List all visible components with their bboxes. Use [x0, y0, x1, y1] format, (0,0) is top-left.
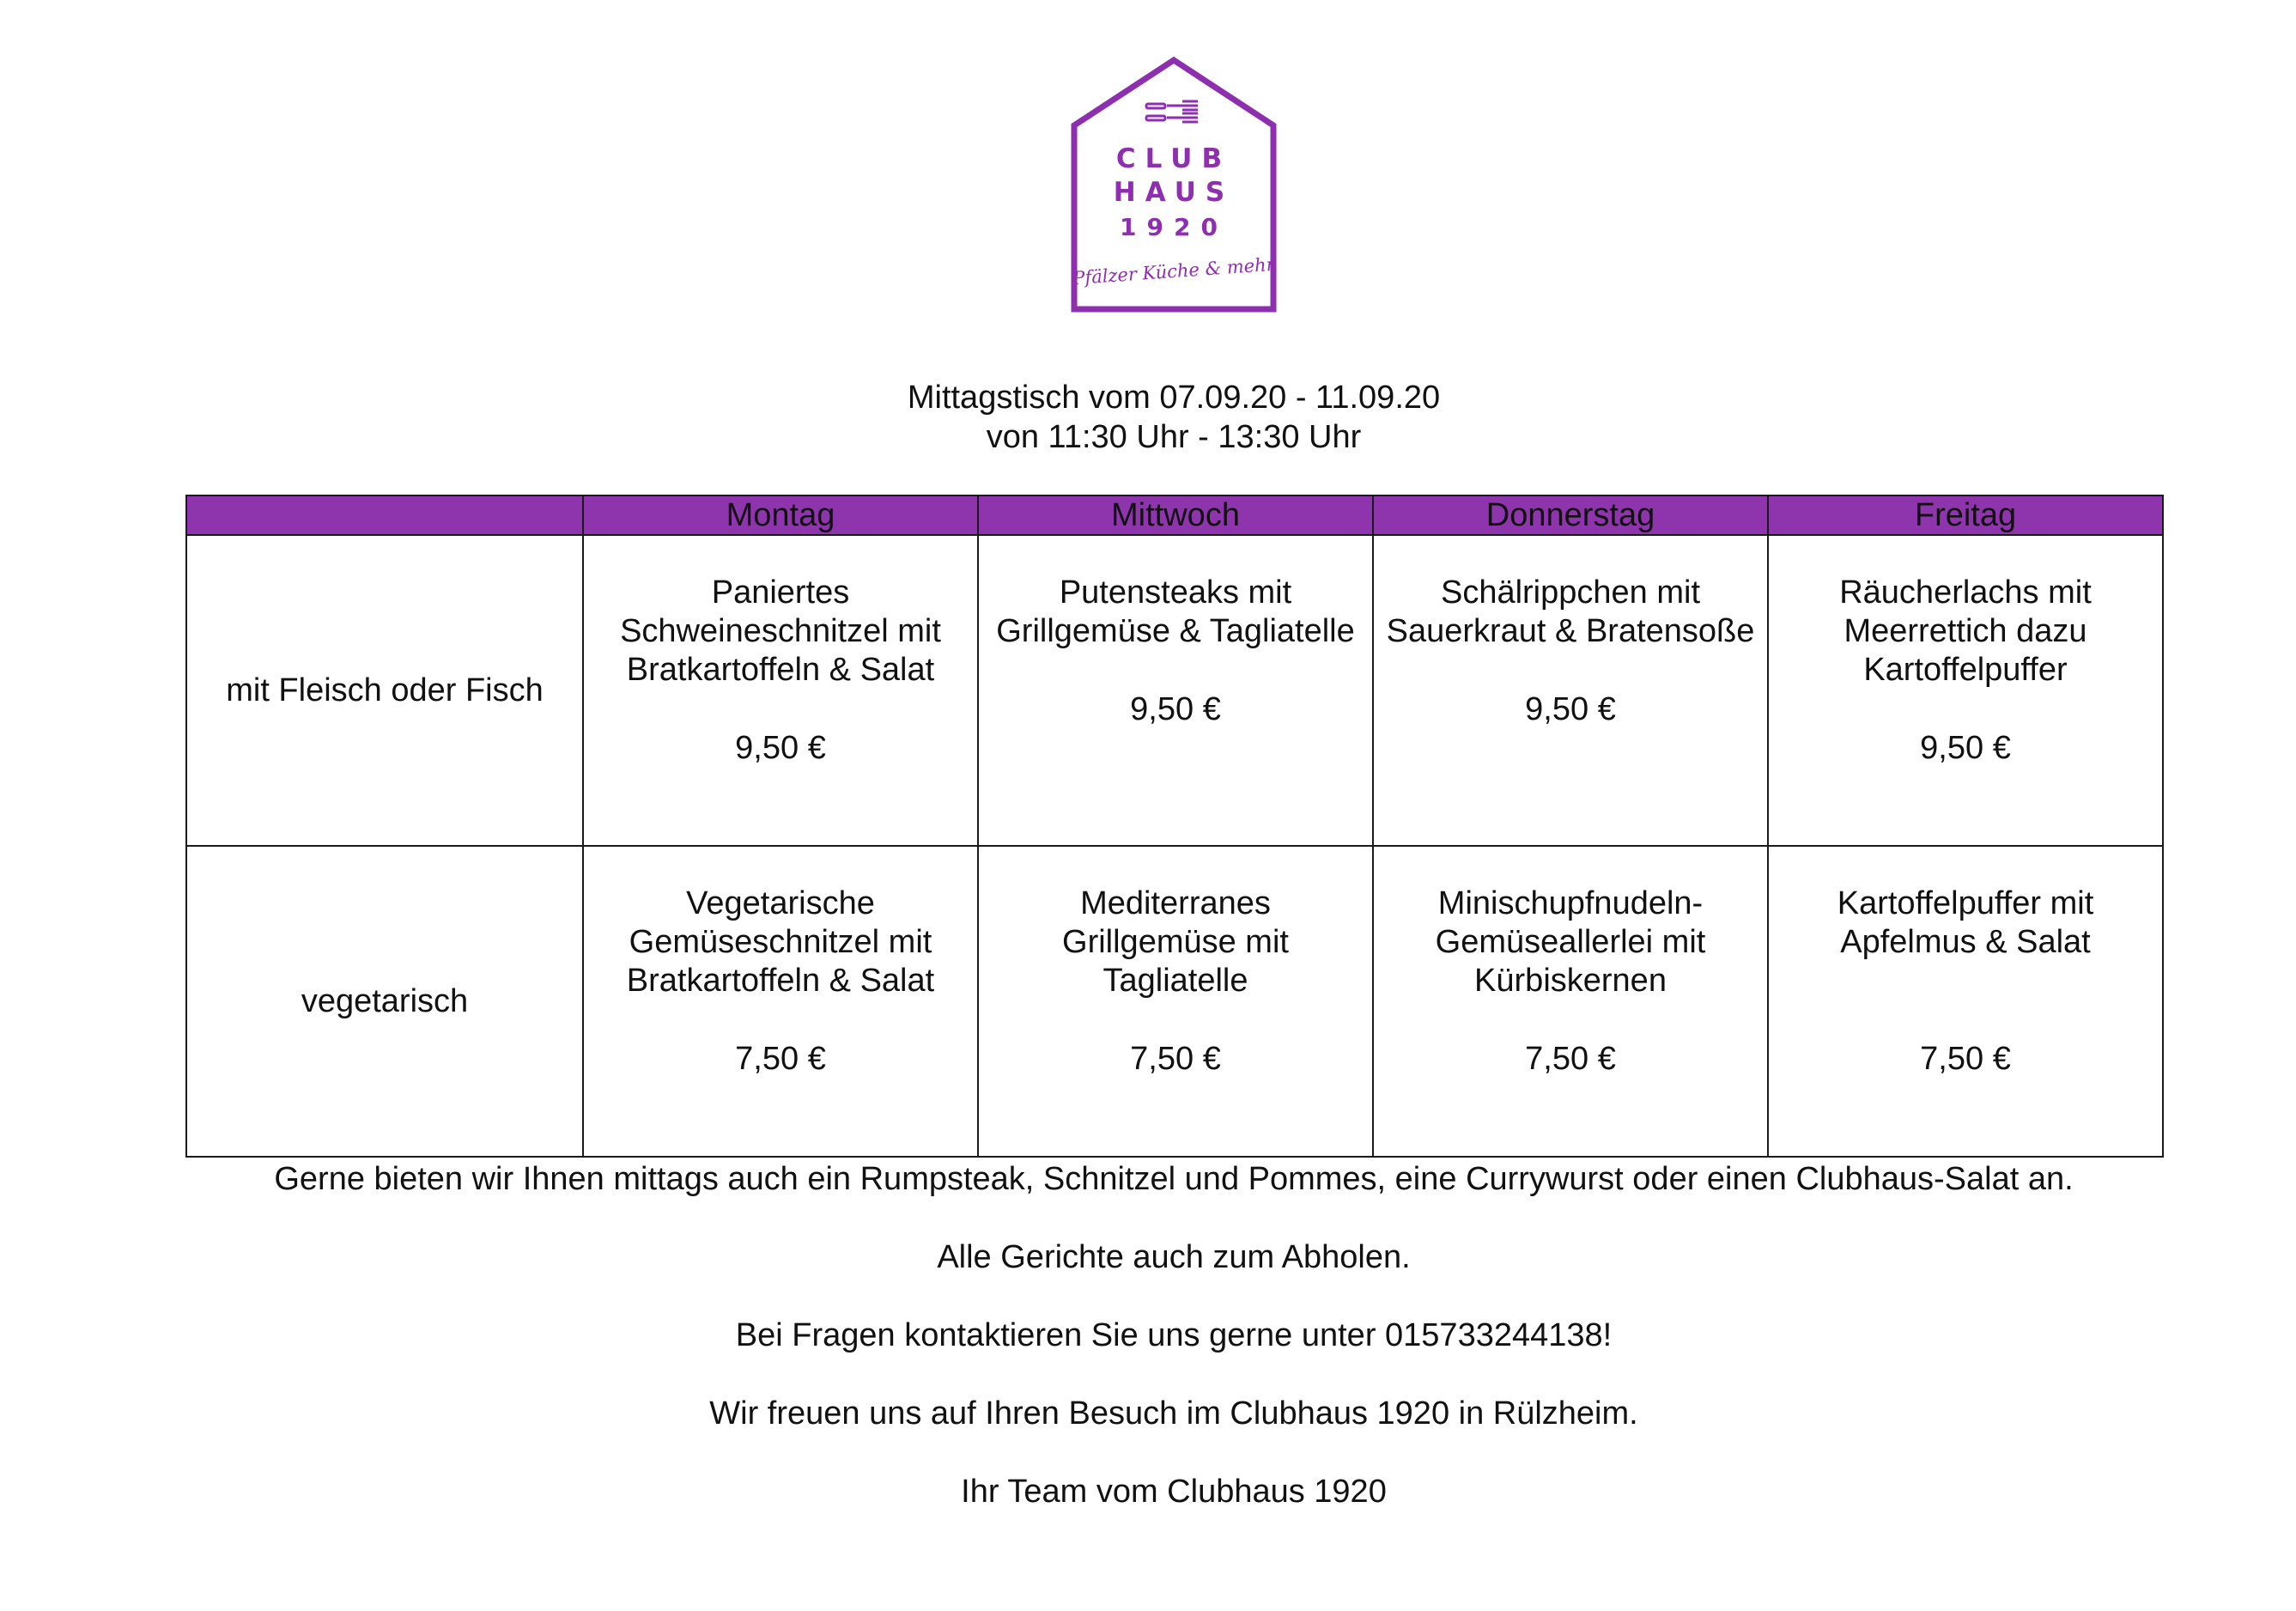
logo-text-club: CLUB: [1115, 143, 1232, 174]
cutlery-icon: [1146, 101, 1198, 122]
logo-tagline: Pfälzer Küche & mehr: [1072, 253, 1276, 289]
lunch-menu-table: [185, 495, 2164, 1158]
header-day: Donnerstag: [1373, 495, 1768, 535]
footer-welcome-text: Wir freuen uns auf Ihren Besuch im Clubhaus 1920 in Rülzheim.: [709, 1395, 1638, 1432]
table-header-row: [186, 495, 2163, 535]
menu-heading: [0, 378, 2296, 457]
header-day: Freitag: [1768, 495, 2163, 535]
dish-price: 7,50 €: [735, 1041, 826, 1077]
footer-takeaway-text: Alle Gerichte auch zum Abholen.: [937, 1239, 1411, 1275]
dish-cell: [583, 535, 978, 846]
dish-cell: [1768, 846, 2163, 1157]
dish-cell: [583, 846, 978, 1157]
dish-name: Putensteaks mit Grillgemüse & Tagliatelle: [996, 574, 1355, 649]
dish-cell: [978, 846, 1373, 1157]
footer-signature: Ihr Team vom Clubhaus 1920: [961, 1474, 1387, 1510]
footer-offer-text: Gerne bieten wir Ihnen mittags auch ein Rumpsteak, Schnitzel und Pommes, eine Currywurst oder einen Clubhaus-Salat an.: [274, 1161, 2074, 1197]
table-row: [186, 535, 2163, 846]
dish-name: Minischupfnudeln-Gemüseallerlei mit Kürbiskernen: [1435, 885, 1706, 999]
menu-date-range: Mittagstisch vom 07.09.20 - 11.09.20: [907, 380, 1441, 416]
menu-footer: [0, 1159, 2296, 1550]
dish-cell: [1373, 846, 1768, 1157]
dish-name: Mediterranes Grillgemüse mit Tagliatelle: [1062, 885, 1289, 999]
dish-name: Kartoffelpuffer mit Apfelmus & Salat: [1837, 885, 2094, 960]
dish-name: Schälrippchen mit Sauerkraut & Bratensoße: [1386, 574, 1755, 649]
dish-name: Paniertes Schweineschnitzel mit Bratkartoffeln & Salat: [620, 574, 941, 688]
clubhaus-logo: [1069, 57, 1279, 314]
dish-name: Vegetarische Gemüseschnitzel mit Bratkartoffeln & Salat: [626, 885, 935, 999]
dish-name: Räucherlachs mit Meerrettich dazu Kartoffelpuffer: [1839, 574, 2092, 688]
dish-price: 7,50 €: [1130, 1041, 1221, 1077]
dish-price: 7,50 €: [1920, 1041, 2011, 1077]
dish-cell: [1373, 535, 1768, 846]
header-day: Montag: [583, 495, 978, 535]
table-row: [186, 846, 2163, 1157]
row-label: vegetarisch: [186, 846, 583, 1157]
menu-hours: von 11:30 Uhr - 13:30 Uhr: [986, 419, 1362, 455]
dish-price: 9,50 €: [735, 730, 826, 766]
row-label: mit Fleisch oder Fisch: [186, 535, 583, 846]
logo-text-haus: HAUS: [1113, 177, 1235, 208]
header-empty-cell: [186, 495, 583, 535]
dish-price: 7,50 €: [1525, 1041, 1616, 1077]
header-day: Mittwoch: [978, 495, 1373, 535]
dish-price: 9,50 €: [1525, 691, 1616, 727]
dish-price: 9,50 €: [1920, 730, 2011, 766]
footer-contact-text: Bei Fragen kontaktieren Sie uns gerne unter 015733244138!: [735, 1317, 1613, 1353]
logo-text-year: 1920: [1120, 213, 1228, 241]
dish-price: 9,50 €: [1130, 691, 1221, 727]
dish-cell: [978, 535, 1373, 846]
dish-cell: [1768, 535, 2163, 846]
